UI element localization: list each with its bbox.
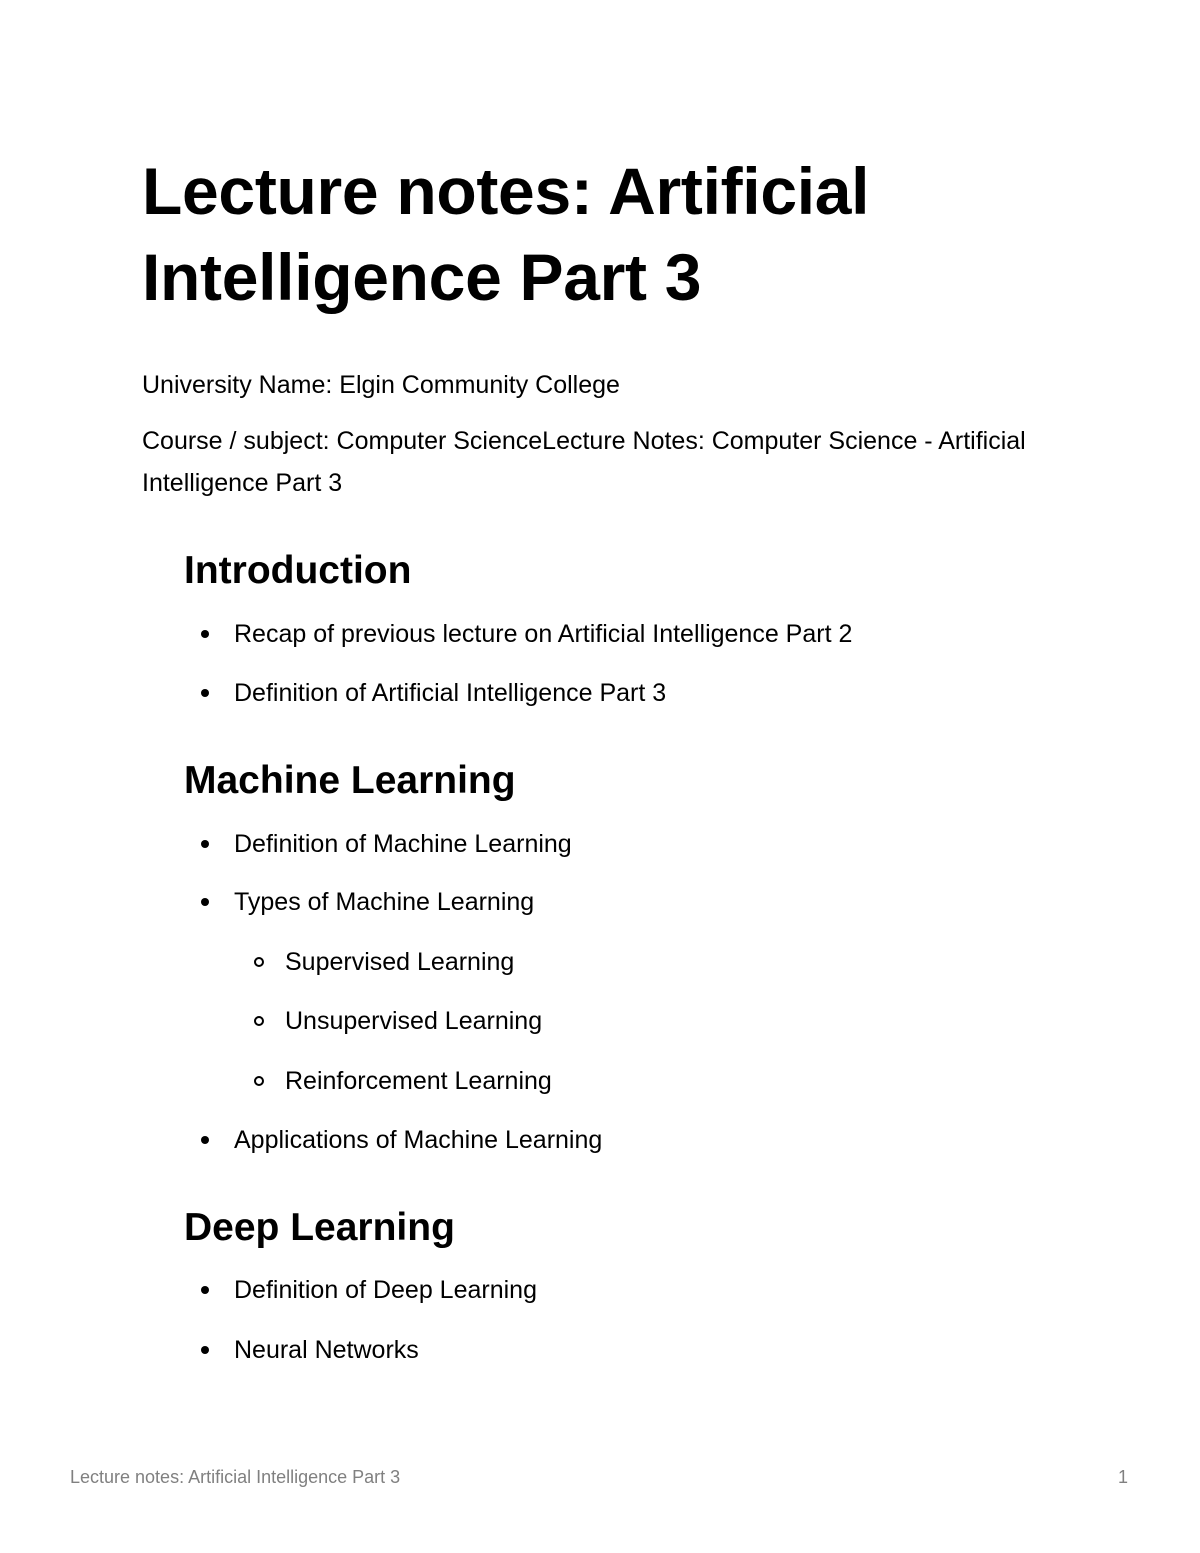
list-item-text: Definition of Artificial Intelligence Part 3 <box>234 679 667 707</box>
university-name: University Name: Elgin Community College <box>142 371 620 399</box>
list-item-text: Definition of Deep Learning <box>234 1276 537 1304</box>
bullet-icon <box>201 689 209 697</box>
document-title: Lecture notes: Artificial Intelligence Part 3 <box>142 154 870 314</box>
bullet-icon <box>201 1286 209 1294</box>
hollow-bullet-icon <box>254 1016 264 1026</box>
list-item-text: Types of Machine Learning <box>234 888 535 916</box>
hollow-bullet-icon <box>254 957 264 967</box>
bullet-icon <box>201 840 209 848</box>
section-heading-introduction: Introduction <box>184 549 412 592</box>
hollow-bullet-icon <box>254 1076 264 1086</box>
sub-list-item-text: Reinforcement Learning <box>285 1067 552 1095</box>
sub-list-item <box>285 1064 552 1098</box>
footer-title: Lecture notes: Artificial Intelligence Part 3 <box>70 1467 401 1487</box>
list-item-text: Neural Networks <box>234 1336 419 1364</box>
list-item <box>234 1273 537 1307</box>
list-item-text: Recap of previous lecture on Artificial Intelligence Part 2 <box>234 620 853 648</box>
sub-list-item-text: Unsupervised Learning <box>285 1007 543 1035</box>
list-item <box>234 1123 602 1157</box>
list-item <box>234 1333 419 1367</box>
list-item <box>234 676 666 710</box>
list-item-text: Definition of Machine Learning <box>234 830 572 858</box>
sub-list-item <box>285 945 514 979</box>
bullet-icon <box>201 898 209 906</box>
course-subject: Course / subject: Computer ScienceLecture Notes: Computer Science - Artificial Intelligence Part 3 <box>142 427 1026 497</box>
page-number: 1 <box>1117 1467 1128 1487</box>
list-item-text: Applications of Machine Learning <box>234 1126 603 1154</box>
list-item <box>234 827 572 861</box>
list-item <box>234 617 852 651</box>
list-item <box>234 885 534 919</box>
bullet-icon <box>201 630 209 638</box>
bullet-icon <box>201 1136 209 1144</box>
sub-list-item-text: Supervised Learning <box>285 948 515 976</box>
sub-list-item <box>285 1004 542 1038</box>
bullet-icon <box>201 1346 209 1354</box>
section-heading-deep-learning: Deep Learning <box>184 1206 455 1249</box>
section-heading-machine-learning: Machine Learning <box>184 759 516 802</box>
